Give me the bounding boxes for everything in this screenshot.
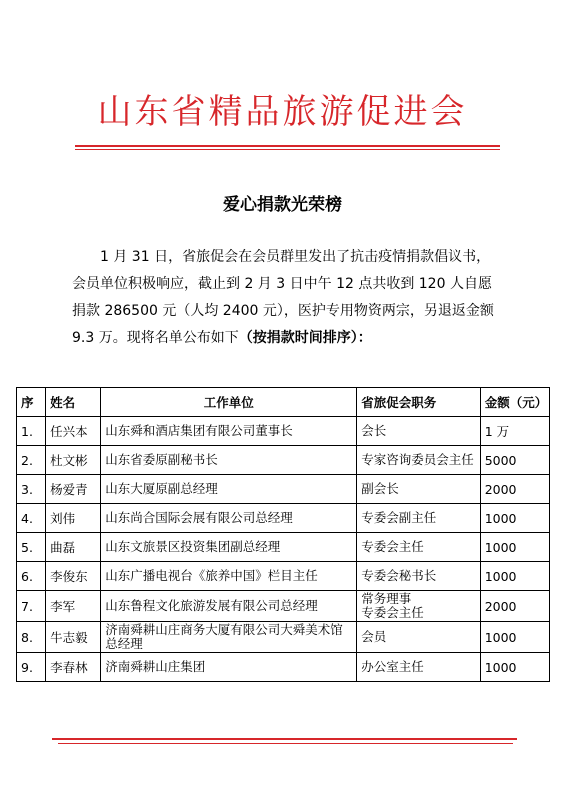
table-row (17, 475, 550, 504)
row-index: 3. (17, 475, 46, 504)
intro-emphasis: （按捐款时间排序）： (238, 330, 372, 346)
row-amount: 1000 (480, 653, 549, 682)
footer-rule-thick (52, 738, 517, 740)
row-name: 曲磊 (46, 533, 101, 562)
table-header-row (17, 388, 550, 417)
row-amount: 5000 (480, 446, 549, 475)
table-row (17, 417, 550, 446)
row-name: 李春林 (46, 653, 101, 682)
header-organization: 工作单位 (101, 388, 357, 417)
row-organization: 山东鲁程文化旅游发展有限公司总经理 (101, 591, 357, 622)
row-role: 副会长 (357, 475, 480, 504)
row-amount: 1 万 (480, 417, 549, 446)
row-role: 专委会副主任 (357, 504, 480, 533)
row-name: 牛志毅 (46, 622, 101, 653)
row-index: 5. (17, 533, 46, 562)
intro-text: 1 月 31 日，省旅促会在会员群里发出了抗击疫情捐款倡议书，会员单位积极响应，截止到 2 月 3 日中午 12 点共收到 120 人自愿捐款 286500 元（人均 2400 元），医护专用物资两宗，另退返金额 9.3 万。现将名单公布如下 (72, 249, 494, 346)
table-row (17, 533, 550, 562)
org-title: 山东省精品旅游促进会 (97, 92, 468, 132)
intro-paragraph (72, 244, 499, 352)
header-amount: 金额（元） (480, 388, 549, 417)
row-organization: 山东尚合国际会展有限公司总经理 (101, 504, 357, 533)
row-organization: 山东大厦原副总经理 (101, 475, 357, 504)
row-role: 办公室主任 (357, 653, 480, 682)
table-row (17, 591, 550, 622)
row-name: 刘伟 (46, 504, 101, 533)
donation-table (16, 387, 550, 682)
header-name: 姓名 (46, 388, 101, 417)
row-index: 9. (17, 653, 46, 682)
row-name: 李军 (46, 591, 101, 622)
row-amount: 2000 (480, 475, 549, 504)
row-role: 专委会秘书长 (357, 562, 480, 591)
row-amount: 1000 (480, 504, 549, 533)
row-role: 专委会主任 (357, 533, 480, 562)
document-title: 爱心捐款光荣榜 (223, 195, 342, 215)
row-name: 任兴本 (46, 417, 101, 446)
row-role: 常务理事 专委会主任 (357, 591, 480, 622)
row-organization: 山东舜和酒店集团有限公司董事长 (101, 417, 357, 446)
row-amount: 1000 (480, 533, 549, 562)
row-amount: 1000 (480, 562, 549, 591)
row-organization: 山东广播电视台《旅养中国》栏目主任 (101, 562, 357, 591)
row-index: 7. (17, 591, 46, 622)
row-name: 李俊东 (46, 562, 101, 591)
header-index: 序 (17, 388, 46, 417)
row-index: 2. (17, 446, 46, 475)
footer-rule-thin (58, 743, 513, 744)
row-organization: 济南舜耕山庄商务大厦有限公司大舜美术馆总经理 (101, 622, 357, 653)
row-organization: 山东文旅景区投资集团副总经理 (101, 533, 357, 562)
table-row (17, 446, 550, 475)
row-amount: 2000 (480, 591, 549, 622)
table-row (17, 622, 550, 653)
row-index: 8. (17, 622, 46, 653)
row-index: 6. (17, 562, 46, 591)
header-rule-thick (75, 145, 500, 147)
row-name: 杨爱青 (46, 475, 101, 504)
table-row (17, 504, 550, 533)
table-row (17, 653, 550, 682)
row-index: 4. (17, 504, 46, 533)
header-rule-thin (75, 149, 500, 150)
row-role: 会员 (357, 622, 480, 653)
row-amount: 1000 (480, 622, 549, 653)
row-role: 会长 (357, 417, 480, 446)
row-organization: 济南舜耕山庄集团 (101, 653, 357, 682)
table-row (17, 562, 550, 591)
header-role: 省旅促会职务 (357, 388, 480, 417)
row-organization: 山东省委原副秘书长 (101, 446, 357, 475)
row-name: 杜文彬 (46, 446, 101, 475)
row-role: 专家咨询委员会主任 (357, 446, 480, 475)
row-index: 1. (17, 417, 46, 446)
